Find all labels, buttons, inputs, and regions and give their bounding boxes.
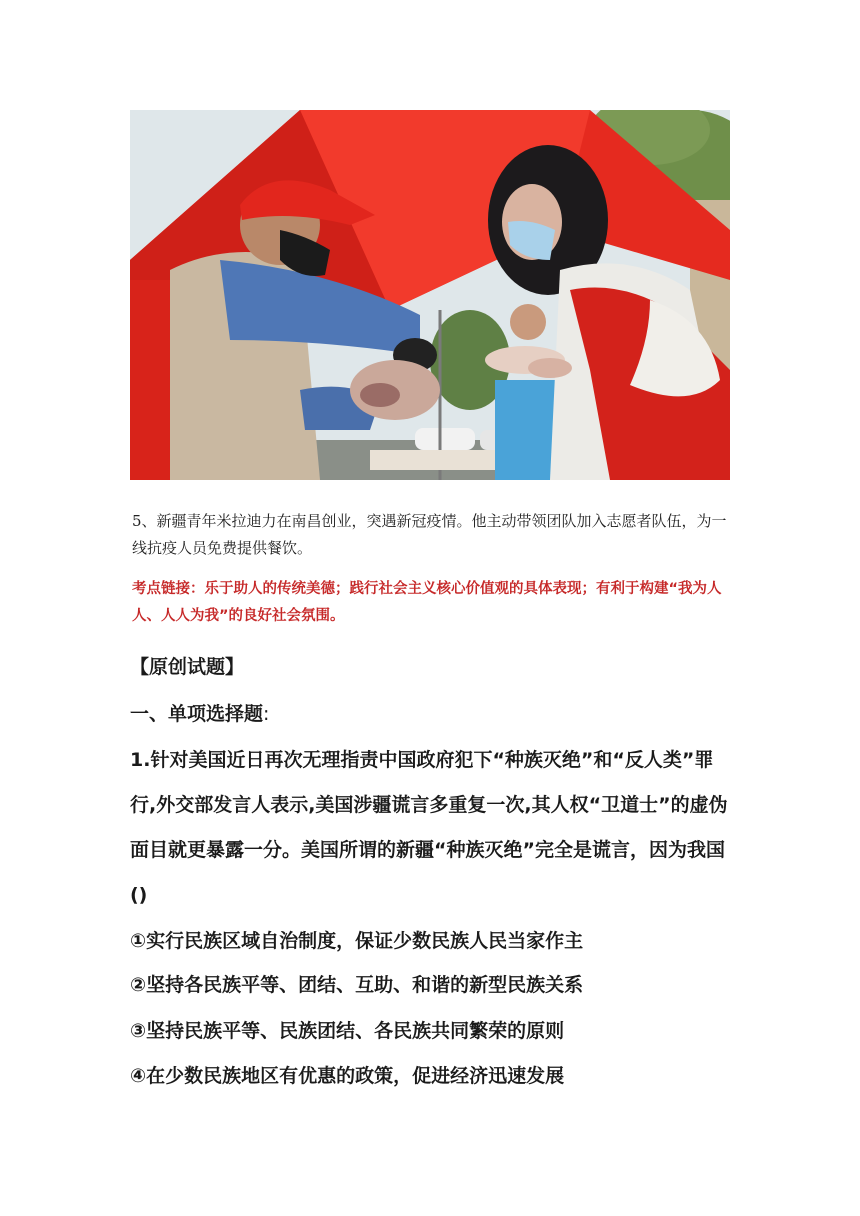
answer-option-1: ①实行民族区域自治制度，保证少数民族人民当家作主: [130, 930, 584, 952]
question-type-label: 一、单项选择题: [130, 703, 264, 725]
question-type-heading: [130, 699, 269, 726]
answer-option-3: ③坚持民族平等、民族团结、各民族共同繁荣的原则: [130, 1020, 565, 1042]
question-type-colon: :: [263, 703, 270, 725]
exam-point-link: 考点链接：乐于助人的传统美德；践行社会主义核心价值观的具体表现；有利于构建“我为人人、人人为我”的良好社会氛围。: [132, 581, 722, 624]
photo-caption: 5、新疆青年米拉迪力在南昌创业，突遇新冠疫情。他主动带领团队加入志愿者队伍，为一线抗疫人员免费提供餐饮。: [132, 512, 727, 557]
question-stem: 1.针对美国近日再次无理指责中国政府犯下“种族灭绝”和“反人类”罪行,外交部发言人表示,美国涉疆谎言多重复一次,其人权“卫道士”的虚伪面目就更暴露一分。美国所谓的新疆“种族灭绝”完全是谎言，因为我国(): [130, 749, 728, 906]
answer-option-2: ②坚持各民族平等、团结、互助、和谐的新型民族关系: [130, 974, 584, 996]
answer-option-4: ④在少数民族地区有优惠的政策，促进经济迅速发展: [130, 1065, 565, 1087]
news-photo: [130, 110, 730, 480]
section-title: 【原创试题】: [130, 656, 245, 678]
